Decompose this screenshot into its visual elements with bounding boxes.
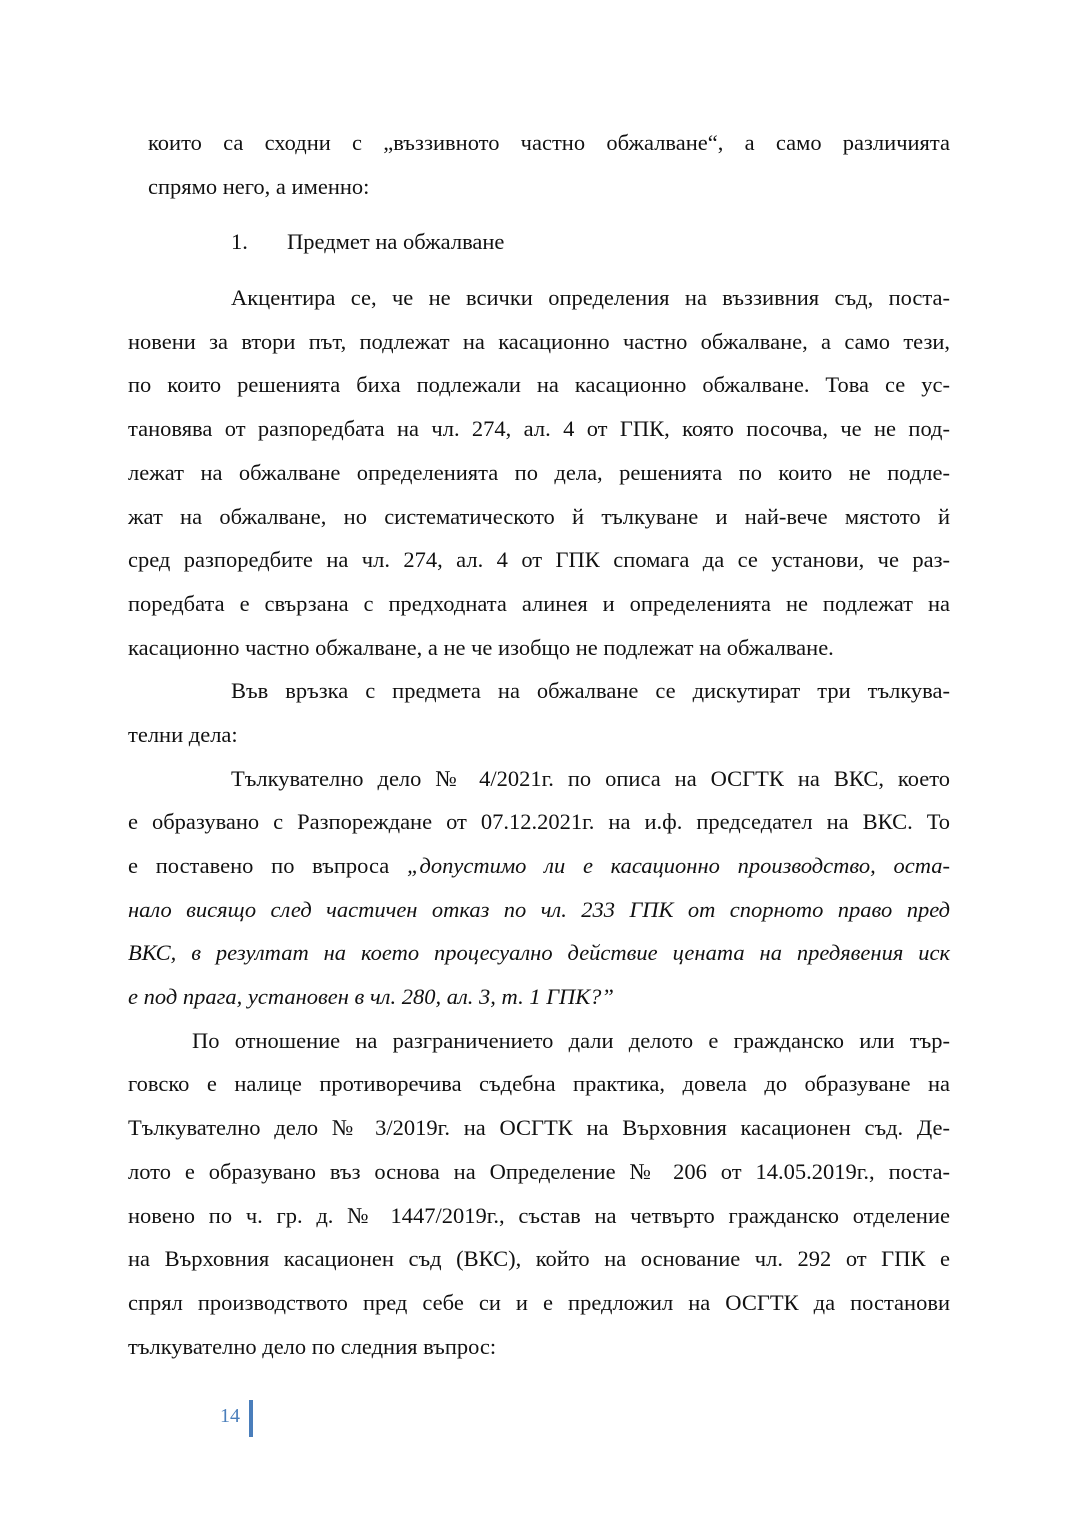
body-paragraph [128,757,950,1019]
text-line [128,888,950,932]
text-line: Акцентира се, че не всички определения на въззивния съд, поста- [231,285,950,311]
section-heading [231,220,950,264]
text-line: Във връзка с предмета на обжалване се дискутират три тълкува- [231,678,950,704]
italic-quote-text: нало висящо след частичен отказ по чл. 233 ГПК от спорното право пред [128,896,950,922]
italic-quote-text: ВКС, в резултат на което процесуално действие цената на предявения иск [128,940,950,966]
text-line: Тълкувателно дело № 4/2021г. по описа на ОСГТК на ВКС, което [231,765,950,791]
heading-title: Предмет на обжалване [287,229,505,255]
text-line: лежат на обжалване определенията по дела, решенията по които не подле- [128,459,950,485]
text-line: които са сходни с „въззивното частно обжалване“, а само различията [148,130,950,155]
text-line: е образувано с Разпореждане от 07.12.2021г. на и.ф. председател на ВКС. То [128,809,950,835]
text-line: По отношение на разграничението дали делото е гражданско или тър- [192,1027,950,1053]
text-line: новено по ч. гр. д. № 1447/2019г., състав на четвърто гражданско отделение [128,1202,950,1228]
intro-paragraph [148,121,950,208]
italic-quote-text: „допустимо ли е касационно производство, оста- [406,853,950,878]
text-line: на Върховния касационен съд (ВКС), който на основание чл. 292 от ГПК е [128,1246,950,1272]
page-number: 14 [220,1405,240,1427]
heading-number: 1. [231,229,248,255]
text-line [128,844,950,888]
text-line: по които решенията биха подлежали на касационно обжалване. Това се ус- [128,372,950,398]
text-line: сред разпоредбите на чл. 274, ал. 4 от ГПК спомага да се установи, че раз- [128,547,950,573]
body-paragraph [128,1019,950,1369]
page-number-divider [249,1400,253,1437]
body-paragraph [128,276,950,669]
body-paragraph [128,669,950,756]
text-line: говско е налице противоречива съдебна практика, довела до образуване на [128,1071,950,1097]
text-line: тълкувателно дело по следния въпрос: [128,1333,497,1359]
text-line: спрял производството пред себе си и е предложил на ОСГТК да постанови [128,1289,950,1315]
document-body [128,121,950,1368]
text-segment: е поставено по въпроса [128,853,407,878]
text-line: касационно частно обжалване, а не че изобщо не подлежат на обжалване. [128,634,834,660]
text-line [128,975,950,1019]
text-line: Тълкувателно дело № 3/2019г. на ОСГТК на Върховния касационен съд. Де- [128,1115,950,1141]
text-line: новени за втори път, подлежат на касационно частно обжалване, а само тези, [128,328,950,354]
text-line: поредбата е свързана с предходната алинея и определенията не подлежат на [128,590,950,616]
text-line: телни дела: [128,721,238,747]
text-line: спрямо него, а именно: [148,173,370,199]
italic-quote-text: е под прага, установен в чл. 280, ал. 3, т. 1 ГПК?” [128,984,614,1010]
text-line: лото е образувано въз основа на Определение № 206 от 14.05.2019г., поста- [128,1158,950,1184]
text-line: тановява от разпоредбата на чл. 274, ал. 4 от ГПК, която посочва, че не под- [128,416,950,442]
text-line: жат на обжалване, но систематическото й тълкуване и най-вече мястото й [128,503,950,529]
text-line [128,931,950,975]
